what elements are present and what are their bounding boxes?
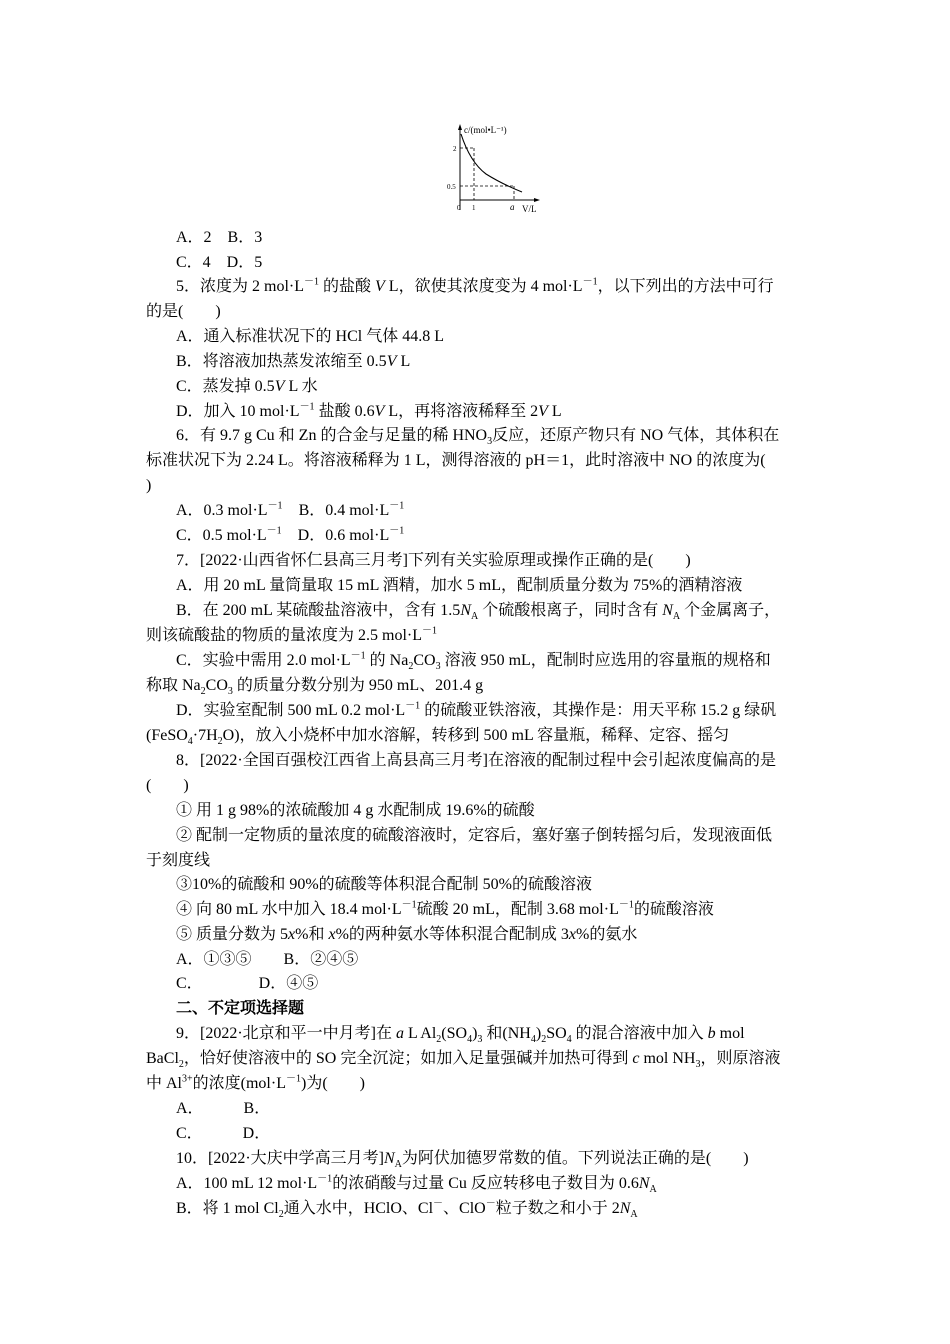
q7-option-d-line1: D．实验室配制 500 mL 0.2 $mol\cdot L^{-1}$ 的硫酸亚铁溶液，其操作是：用天平称 15.2 g 绿矾 (176, 700, 777, 719)
q5-stem-line1: 5．浓度为 2 $mol\cdot L^{-1}$ 的盐酸 V L，欲使其浓度变为 4 $mol\cdot L^{-1}$，以下列出的方法中可行 (176, 276, 774, 295)
q7-option-b-line1: B．在 200 mL 某硫酸盐溶液中，含有 $1.5N_A$ 个硫酸根离子，同时含有 $N_A$ 个金属离子， (176, 602, 781, 623)
q7-stem: 7．[2022·山西省怀仁县高三月考]下列有关实验原理或操作正确的是( ) (176, 552, 691, 569)
q8-item-2-line2: 于刻度线 (146, 852, 211, 869)
q5-option-b: B．将溶液加热蒸发浓缩至 0.5V L (176, 353, 411, 370)
q9-options-ab: A． B． (176, 1100, 271, 1117)
x-axis-arrow (534, 198, 540, 202)
q6-options-ab: A．0.3 $mol\cdot L^{-1}$ B．0.4 $mol\cdot L^{-1}$ (176, 500, 405, 519)
decay-curve (461, 134, 522, 192)
q10-option-b: B．将 1 mol $Cl_2$通入水中，HClO、Cl－、ClO－粒子数之和小于 $2N_A$ (176, 1198, 638, 1221)
q5-option-a: A．通入标准状况下的 HCl 气体 44.8 L (176, 328, 445, 345)
q7-option-b-line2: 则该硫酸盐的物质的量浓度为 2.5 $mol\cdot L^{-1}$ (146, 625, 437, 644)
q8-item-1: ① 用 1 g 98%的浓硫酸加 4 g 水配制成 19.6%的硫酸 (176, 802, 535, 819)
tick-x-0: 0 (457, 204, 461, 212)
concentration-volume-graph (442, 122, 546, 216)
q8-options-ab: A．①③⑤ B．②④⑤ (176, 951, 359, 968)
y-axis-arrow (458, 124, 462, 130)
q9-options-cd: C． D． (176, 1125, 271, 1142)
q8-stem-line1: 8．[2022·全国百强校江西省上高县高三月考]在溶液的配制过程中会引起浓度偏高的是 (176, 752, 776, 769)
q5-stem-line2: 的是( ) (146, 303, 221, 320)
q8-item-4: ④ 向 80 mL 水中加入 18.4 $mol\cdot L^{-1}$硫酸 20 mL，配制 3.68 $mol\cdot L^{-1}$的硫酸溶液 (176, 899, 714, 918)
q6-stem-line1: 6．有 9.7 g Cu 和 Zn 的合金与足量的稀 $HNO_3$反应，还原产物只有 NO 气体，其体积在 (176, 427, 780, 448)
q7-option-d-line2: $(FeSO_4\cdot 7H_2O)$，放入小烧杯中加水溶解，转移到 500 mL 容量瓶，稀释、定容、摇匀 (146, 727, 730, 748)
q8-stem-line2: ( ) (146, 777, 189, 794)
q5-option-c: C．蒸发掉 0.5V L 水 (176, 378, 318, 395)
q8-item-2-line1: ② 配制一定物质的量浓度的硫酸溶液时，定容后，塞好塞子倒转摇匀后，发现液面低 (176, 827, 773, 844)
q6-stem-line3: ) (146, 477, 152, 494)
q10-stem: 10．[2022·大庆中学高三月考]$N_A$为阿伏加德罗常数的值。下列说法正确的是( ) (176, 1150, 749, 1171)
tick-y-2: 2 (453, 145, 457, 153)
q7-option-c-line1: C．实验中需用 2.0 $mol\cdot L^{-1}$ 的 $Na_2CO_3$ 溶液 950 mL，配制时应选用的容量瓶的规格和 (176, 650, 771, 673)
q8-item-5: ⑤ 质量分数为 5x%和 x%的两种氨水等体积混合配制成 3x%的氨水 (176, 926, 638, 943)
q8-options-cd: C． D．④⑤ (176, 975, 319, 992)
q4-options-cd: C．4 D．5 (176, 254, 263, 271)
tick-y-05: 0.5 (447, 183, 456, 191)
q6-options-cd: C．0.5 $mol\cdot L^{-1}$ D．0.6 $mol\cdot L^{-1}$ (176, 525, 405, 544)
tick-x-a: a (510, 202, 515, 212)
q9-stem-line2: BaCl$_2$，恰好使溶液中的 SO 完全沉淀；如加入足量强碱并加热可得到 c mol $NH_3$，则原溶液 (146, 1050, 781, 1071)
q7-option-c-line2: 称取 $Na_2CO_3$ 的质量分数分别为 950 mL、201.4 g (146, 677, 484, 698)
q5-option-d: D．加入 10 $mol\cdot L^{-1}$ 盐酸 0.6V L，再将溶液稀释至 2V L (176, 401, 562, 420)
q4-options-ab: A．2 B．3 (176, 229, 263, 246)
q10-option-a: A．100 mL 12 $mol\cdot L^{-1}$的浓硝酸与过量 Cu 反应转移电子数目为 $0.6N_A$ (176, 1173, 657, 1196)
q8-item-3: ③10%的硫酸和 90%的硫酸等体积混合配制 50%的硫酸溶液 (176, 876, 592, 893)
y-axis-label: c/(mol•L⁻¹) (464, 125, 507, 135)
q9-stem-line1: 9．[2022·北京和平一中月考]在 a L $Al_2(SO_4)_3$ 和$(NH_4)_2SO_4$ 的混合溶液中加入 b mol (176, 1025, 745, 1046)
q6-stem-line2: 标准状况下为 2.24 L。将溶液稀释为 1 L，测得溶液的 pH＝1，此时溶液中 NO 的浓度为( (146, 452, 766, 469)
tick-x-1: 1 (472, 204, 476, 212)
section-2-title: 二、不定项选择题 (176, 1000, 305, 1017)
x-axis-label: V/L (522, 204, 537, 214)
q9-stem-line3: 中 $Al^{3+}$的浓度$(mol\cdot L^{-1})$为( ) (146, 1073, 365, 1092)
q7-option-a: A．用 20 mL 量筒量取 15 mL 酒精，加水 5 mL，配制质量分数为 75%的酒精溶液 (176, 577, 743, 594)
